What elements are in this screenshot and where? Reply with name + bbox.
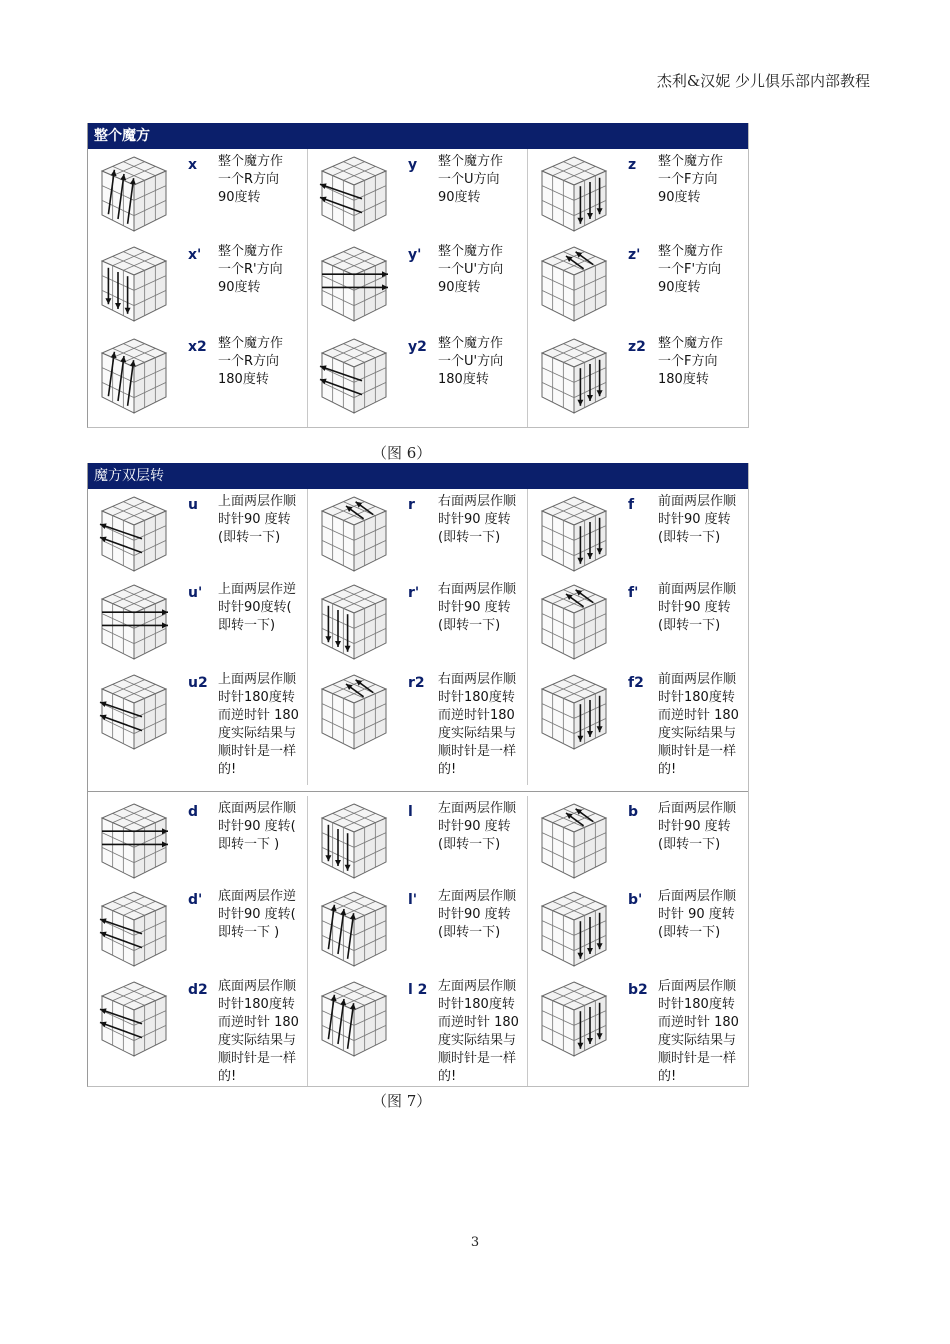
figure-6-panel [87, 123, 749, 428]
cube-diagram-icon [98, 337, 170, 415]
cube-diagram-icon [318, 337, 390, 415]
cube-diagram-icon [538, 583, 610, 661]
section-divider [88, 791, 748, 792]
move-cell-d2 [88, 974, 308, 1086]
move-description: 底面两层作顺 时针90 度转( 即转一下 ) [218, 801, 297, 852]
move-cell-b [528, 884, 748, 974]
move-code: y [408, 157, 418, 173]
cube-diagram-icon [318, 890, 390, 968]
move-description: 右面两层作顺 时针90 度转 (即转一下) [438, 582, 517, 633]
move-cell-b2 [528, 974, 748, 1086]
cube-image [98, 337, 170, 415]
move-cell-x2 [88, 331, 308, 427]
cube-image [98, 155, 170, 233]
cube-image [538, 495, 610, 573]
move-cell-l [308, 884, 528, 974]
cube-image [538, 245, 610, 323]
cube-image [318, 980, 390, 1058]
figure-row [88, 489, 748, 577]
figure-7-title: 魔方双层转 [88, 463, 748, 489]
move-description: 底面两层作逆 时针90 度转( 即转一下 ) [218, 889, 297, 940]
move-description: 左面两层作顺 时针90 度转 (即转一下) [438, 801, 517, 852]
move-code: r [408, 497, 415, 513]
move-description: 整个魔方作 一个U方向 90度转 [438, 154, 504, 205]
figure-row [88, 239, 748, 331]
move-code: x [188, 157, 198, 173]
move-description: 上面两层作顺 时针180度转 而逆时针 180 度实际结果与 顺时针是一样 的! [218, 672, 299, 777]
figure-row [88, 577, 748, 667]
cube-diagram-icon [318, 495, 390, 573]
move-description: 前面两层作顺 时针180度转 而逆时针 180 度实际结果与 顺时针是一样 的! [658, 672, 739, 777]
move-description: 底面两层作顺 时针180度转 而逆时针 180 度实际结果与 顺时针是一样 的! [218, 979, 299, 1084]
move-code: u' [188, 585, 203, 601]
figure-6-caption: （图 6） [372, 444, 432, 462]
cube-diagram-icon [98, 495, 170, 573]
move-code: b2 [628, 982, 648, 998]
figure-row [88, 796, 748, 884]
cube-image [98, 245, 170, 323]
cube-diagram-icon [538, 155, 610, 233]
move-cell-f [528, 489, 748, 577]
cube-image [318, 155, 390, 233]
cube-image [98, 980, 170, 1058]
cube-image [98, 495, 170, 573]
move-code: l [408, 804, 413, 820]
cube-image [98, 673, 170, 751]
move-code: u2 [188, 675, 208, 691]
move-code: z2 [628, 339, 646, 355]
move-code: u [188, 497, 198, 513]
move-cell-l [308, 796, 528, 884]
cube-image [318, 802, 390, 880]
cube-image [538, 980, 610, 1058]
cube-diagram-icon [318, 583, 390, 661]
move-description: 整个魔方作 一个U'方向 90度转 [438, 244, 504, 295]
cube-diagram-icon [98, 890, 170, 968]
move-code: z [628, 157, 637, 173]
move-code: f' [628, 585, 639, 601]
move-code: r2 [408, 675, 425, 691]
move-cell-d [88, 796, 308, 884]
move-code: d [188, 804, 199, 820]
page-number: 3 [470, 1235, 480, 1250]
cube-diagram-icon [538, 890, 610, 968]
cube-diagram-icon [318, 980, 390, 1058]
move-description: 左面两层作顺 时针90 度转 (即转一下) [438, 889, 517, 940]
cube-image [318, 245, 390, 323]
figure-6-title: 整个魔方 [88, 123, 748, 149]
move-description: 后面两层作顺 时针 90 度转 (即转一下) [658, 889, 737, 940]
move-description: 整个魔方作 一个R方向 90度转 [218, 154, 284, 205]
move-cell-l2 [308, 974, 528, 1086]
cube-diagram-icon [538, 980, 610, 1058]
move-cell-r [308, 577, 528, 667]
move-code: x' [188, 247, 202, 263]
move-description: 前面两层作顺 时针90 度转 (即转一下) [658, 494, 737, 545]
cube-diagram-icon [538, 245, 610, 323]
cube-diagram-icon [98, 980, 170, 1058]
cube-diagram-icon [318, 245, 390, 323]
move-description: 整个魔方作 一个F方向 90度转 [658, 154, 724, 205]
move-code: y' [408, 247, 422, 263]
cube-image [538, 802, 610, 880]
move-cell-z [528, 239, 748, 331]
move-description: 整个魔方作 一个R方向 180度转 [218, 336, 284, 387]
cube-image [318, 673, 390, 751]
cube-image [318, 337, 390, 415]
cube-image [538, 673, 610, 751]
cube-image [538, 155, 610, 233]
cube-image [318, 583, 390, 661]
move-cell-u2 [88, 667, 308, 785]
move-description: 整个魔方作 一个R'方向 90度转 [218, 244, 284, 295]
move-code: b' [628, 892, 643, 908]
cube-image [98, 890, 170, 968]
figure-row [88, 974, 748, 1086]
move-cell-x [88, 149, 308, 239]
move-cell-r [308, 489, 528, 577]
move-cell-z [528, 149, 748, 239]
figure-row [88, 149, 748, 239]
figure-7-panel [87, 463, 749, 1087]
figure-row [88, 331, 748, 427]
move-cell-f2 [528, 667, 748, 785]
cube-image [98, 802, 170, 880]
cube-diagram-icon [538, 673, 610, 751]
move-code: d2 [188, 982, 208, 998]
cube-diagram-icon [98, 802, 170, 880]
move-cell-u [88, 577, 308, 667]
cube-diagram-icon [98, 583, 170, 661]
cube-image [318, 495, 390, 573]
figure-row [88, 884, 748, 974]
move-description: 整个魔方作 一个F'方向 90度转 [658, 244, 724, 295]
cube-image [98, 583, 170, 661]
cube-diagram-icon [538, 337, 610, 415]
move-code: l 2 [408, 982, 428, 998]
cube-image [538, 583, 610, 661]
move-description: 左面两层作顺 时针180度转 而逆时针 180 度实际结果与 顺时针是一样 的! [438, 979, 519, 1084]
move-description: 右面两层作顺 时针180度转 而逆时针180 度实际结果与 顺时针是一样 的! [438, 672, 517, 777]
move-description: 右面两层作顺 时针90 度转 (即转一下) [438, 494, 517, 545]
move-code: f [628, 497, 635, 513]
move-cell-r2 [308, 667, 528, 785]
move-cell-f [528, 577, 748, 667]
cube-diagram-icon [318, 673, 390, 751]
move-description: 上面两层作顺 时针90 度转 (即转一下) [218, 494, 297, 545]
cube-image [318, 890, 390, 968]
move-code: z' [628, 247, 641, 263]
move-description: 前面两层作顺 时针90 度转 (即转一下) [658, 582, 737, 633]
move-code: y2 [408, 339, 427, 355]
cube-diagram-icon [98, 245, 170, 323]
cube-diagram-icon [98, 155, 170, 233]
page-header: 杰利&汉妮 少儿俱乐部内部教程 [656, 72, 870, 90]
cube-image [538, 890, 610, 968]
move-code: x2 [188, 339, 207, 355]
cube-diagram-icon [318, 155, 390, 233]
move-cell-x [88, 239, 308, 331]
move-code: r' [408, 585, 420, 601]
cube-diagram-icon [98, 673, 170, 751]
move-description: 整个魔方作 一个F方向 180度转 [658, 336, 724, 387]
move-description: 整个魔方作 一个U'方向 180度转 [438, 336, 504, 387]
move-code: d' [188, 892, 203, 908]
move-cell-d [88, 884, 308, 974]
figure-7-caption: （图 7） [372, 1092, 432, 1110]
move-code: l' [408, 892, 418, 908]
move-cell-u [88, 489, 308, 577]
move-cell-b [528, 796, 748, 884]
cube-diagram-icon [538, 802, 610, 880]
move-description: 后面两层作顺 时针180度转 而逆时针 180 度实际结果与 顺时针是一样 的! [658, 979, 739, 1084]
cube-diagram-icon [538, 495, 610, 573]
figure-row [88, 667, 748, 785]
move-description: 后面两层作顺 时针90 度转 (即转一下) [658, 801, 737, 852]
move-cell-z2 [528, 331, 748, 427]
move-description: 上面两层作逆 时针90度转( 即转一下) [218, 582, 297, 633]
cube-image [538, 337, 610, 415]
move-cell-y [308, 149, 528, 239]
move-code: f2 [628, 675, 644, 691]
move-cell-y [308, 239, 528, 331]
move-code: b [628, 804, 639, 820]
cube-diagram-icon [318, 802, 390, 880]
move-cell-y2 [308, 331, 528, 427]
